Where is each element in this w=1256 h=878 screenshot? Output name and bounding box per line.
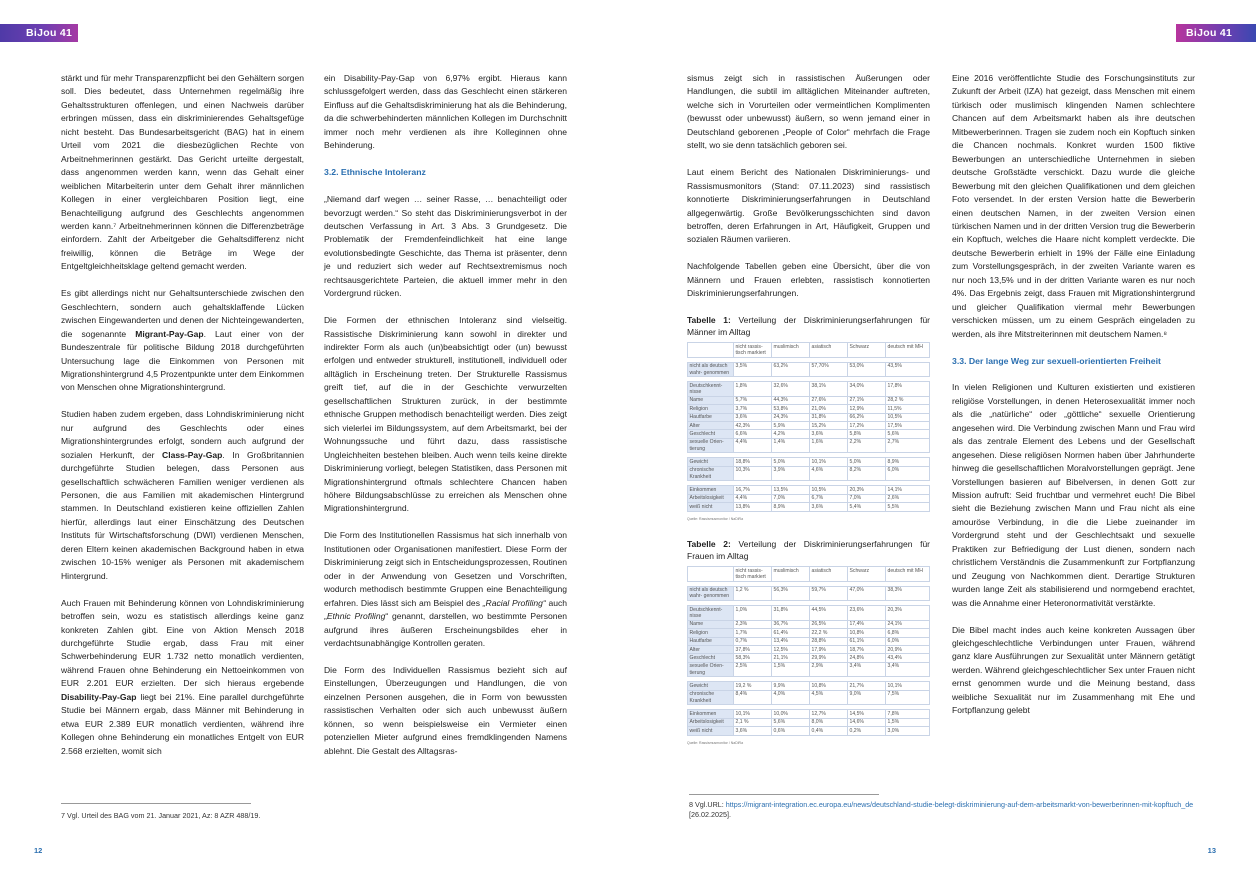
paragraph: Nachfolgende Tabellen geben eine Übersicht, über die von Männern und Frauen erlebten, rassistisch konnotierten Diskriminierungserfahrungen. — [687, 261, 930, 299]
table-cell: 10,0% — [772, 710, 810, 718]
table-row — [688, 586, 930, 601]
table-row-label: nicht als deutsch wahr- genommen — [688, 586, 734, 601]
table-header-cell: asiatisch — [810, 567, 848, 582]
table-row-label: Arbeitslosigkeit — [688, 494, 734, 502]
section-heading: 3.2. Ethnische Intoleranz — [324, 167, 426, 178]
table-row — [688, 654, 930, 662]
table-source: Quelle: Rassismusmonitor / NaDiRa — [687, 740, 744, 745]
table-cell: 38,1% — [810, 382, 848, 397]
table-cell: 17,9% — [810, 646, 848, 654]
table-cell: 17,8% — [886, 382, 930, 397]
paragraph: Die Form des Institutionellen Rassismus hat sich innerhalb von Institutionen oder Organisationen manifestiert. Diese Form der Diskriminierung zeigt sich in Entscheidungsprozessen, Routinen oder in der Anwendung von Gesetzen und Vorschriften, wodurch methodisch bestimmte Gruppen eine Benachteiligung erfahren. Dies lässt sich am Beispiel des „Racial Profiling“ auch „Ethnic Profiling“ genannt, darstellen, wo bestimmte Personen aufgrund ihres äußeren Erscheinungsbildes eher in verdachtsunabhängige Kontrollen geraten. — [324, 530, 567, 648]
table-row-label: Name — [688, 620, 734, 628]
table-cell: 10,5% — [810, 486, 848, 494]
table-cell: 15,2% — [810, 422, 848, 430]
table-cell: 4,5% — [810, 690, 848, 705]
table-cell: 21,0% — [810, 405, 848, 413]
table-row — [688, 503, 930, 511]
table-cell: 1,5% — [772, 662, 810, 677]
table-cell: 0,7% — [734, 637, 772, 645]
table-cell: 20,9% — [886, 646, 930, 654]
table-cell: 61,4% — [772, 629, 810, 637]
paragraph: Die Form des Individuellen Rassismus bezieht sich auf Einstellungen, Überzeugungen und Handlungen, die von einzelnen Personen ausgehen, die in Form von bewussten rassistischen Verhalten oder sich auch unbewusst äußern können, so wenn beispielsweise ein Vermieter einen potenziellen Mieter aufgrund eines fremdklingenden Namens ablehnt. Die Gestalt des Alltagsras- — [324, 664, 567, 756]
paragraph: In vielen Religionen und Kulturen existierten und existieren religiöse Vorstellungen, in denen Heterosexualität immer noch als die „natürliche“ oder „göttliche“ sexuelle Orientierung angesehen wird. Die Verbindung zwischen Mann und Frau wird als das zentrale Element des Lebens und der Gesellschaft angesehen. Diese religiösen Normen haben über Jahrhunderte hinweg die gesellschaftlichen Moralvorstellungen geprägt. Jene Vorstellungen basieren auf Bibelversen, in denen Gott zur Mission aufruft: Seid fruchtbar und vermehret euch! Die Bibel sieht die Beziehung zwischen Mann und Frau nicht als eine amouröse Verbindung, in die die Liebe zueinander im Vordergrund steht und der Geschlechtsakt und sexuelle Praktiken zur Befriedigung der Lust dienen, sondern nach christlichem Verständnis die Zusammenkunft zur Fortpflanzung und Zeugung von Nachkommen dient. Derartige Strukturen wurden lange Zeit als stabilisierend und normgebend erachtet, was die Annahme einer Heteronormativität verstärkte. — [952, 382, 1195, 608]
table-cell: 14,6% — [848, 718, 886, 726]
table-cell: 1,8% — [734, 382, 772, 397]
table-cell: 61,1% — [848, 637, 886, 645]
table-cell: 14,5% — [848, 710, 886, 718]
table-row-label: Religion — [688, 629, 734, 637]
table-cell: 3,6% — [734, 413, 772, 421]
table-cell: 1,7% — [734, 629, 772, 637]
table-cell: 2,2% — [848, 438, 886, 453]
table-cell: 63,2% — [772, 362, 810, 377]
table-cell: 28,2 % — [886, 396, 930, 404]
table-cell: 43,5% — [886, 362, 930, 377]
table-cell: 9,9% — [772, 682, 810, 690]
table-cell: 17,5% — [886, 422, 930, 430]
section-heading: 3.3. Der lange Weg zur sexuell-orientierten Freiheit — [952, 355, 1161, 366]
table-cell: 38,3% — [886, 586, 930, 601]
footnote-7: 7 Vgl. Urteil des BAG vom 21. Januar 2021, Az: 8 AZR 488/19. — [61, 811, 261, 820]
table-cell: 22,2 % — [810, 629, 848, 637]
table-cell: 6,0% — [886, 466, 930, 481]
table-cell: 17,4% — [848, 620, 886, 628]
table-cell: 2,1 % — [734, 718, 772, 726]
table-cell: 26,5% — [810, 620, 848, 628]
table-cell: 13,5% — [772, 486, 810, 494]
table-cell: 2,6% — [886, 494, 930, 502]
table-cell: 14,1% — [886, 486, 930, 494]
table-cell: 4,0% — [772, 690, 810, 705]
table-header-cell — [688, 567, 734, 582]
table-cell: 42,3% — [734, 422, 772, 430]
table-row — [688, 710, 930, 718]
text-column-4 — [952, 72, 1195, 718]
table-cell: 28,8% — [810, 637, 848, 645]
paragraph: stärkt und für mehr Transparenzpflicht bei den Gehältern sorgen soll. Dies bedeutet, dass Unternehmen regelmäßig ihre Gehaltsstrukturen offenlegen, und einen Nachweis darüber erbringen müssen, dass ein diskriminierendes Gehaltsgefüge nicht besteht. Das Bundesarbeitsgericht (BAG) hat in einem Urteil vom 2021 die diesbezüglichen Rechte von Arbeitnehmerinnen gestärkt. Das Gericht urteilte dergestalt, dass angenommen werden kann, wenn das Gehalt einer weiblichen Mitarbeiterin unter dem Gehalt ihrer männlichen Kollegen in einer vergleichbaren Position liegt, eine Benachteiligung aufgrund des Geschlechts angenommen werden kann.⁷ Arbeitnehmerinnen können die Differenzbeträge einfordern. Zahlt der Arbeitgeber die Gehaltsdifferenz nicht freiwillig, können die Beträge im Wege der Entgeltgleichheitsklage geltend gemacht werden. — [61, 73, 304, 272]
table-cell: 4,4% — [734, 494, 772, 502]
page-number-right: 13 — [1207, 846, 1216, 855]
table-cell: 2,3% — [734, 620, 772, 628]
table-row-label: Religion — [688, 405, 734, 413]
magazine-tag-left: BiJou 41 — [0, 24, 78, 42]
table-row-label: Einkommen — [688, 710, 734, 718]
table-row-label: Alter — [688, 646, 734, 654]
table-header-cell: muslimisch — [772, 567, 810, 582]
table-cell: 3,4% — [886, 662, 930, 677]
table-cell: 1,0% — [734, 606, 772, 621]
table-cell: 7,0% — [772, 494, 810, 502]
paragraph: Studien haben zudem ergeben, dass Lohndiskriminierung nicht nur aufgrund des Geschlechts oder eines Migrationshintergrundes erfolgt, sondern auch aufgrund der sozialen Herkunft, der Class-Pay-Gap. In Großbritannien durchgeführte Studien belegen, dass Personen aus gesellschaftlich schwächeren Familien weniger verdienen als Personen, die aus Familien mit akademischen Hintergrund stammen. In Deutschland existieren keine offiziellen Zahlen hierfür, allerdings laut einer Einschätzung des Deutschen Instituts für Wirtschaftsforschung (DWI) verdienen Menschen, deren Eltern keinen akademischen Background haben in etwa zwischen 10-15% weniger als Personen mit akademischem Hintergrund. — [61, 409, 304, 581]
table-cell: 13,4% — [772, 637, 810, 645]
table-header-cell: muslimisch — [772, 343, 810, 358]
table-cell: 1,2 % — [734, 586, 772, 601]
table-cell: 21,7% — [848, 682, 886, 690]
table-cell: 4,2% — [772, 430, 810, 438]
table-row-label: weiß nicht — [688, 727, 734, 735]
table-row — [688, 362, 930, 377]
table-cell: 27,1% — [848, 396, 886, 404]
table-cell: 5,6% — [772, 718, 810, 726]
table-cell: 5,0% — [848, 458, 886, 466]
table-cell: 24,3% — [772, 413, 810, 421]
table-cell: 0,2% — [848, 727, 886, 735]
table-cell: 66,2% — [848, 413, 886, 421]
table-cell: 18,7% — [848, 646, 886, 654]
paragraph: sismus zeigt sich in rassistischen Äußerungen oder Handlungen, die subtil im alltäglichen Miteinander auftreten, welche sich in Vorurteilen oder vermeintlichen Komplimenten (bewusst oder unbewusst) äußern, so wenn jemand einer in Deutschland geborenen „People of Color“ mehrfach die Frage stellt, wo sie denn tatsächlich geboren sei. — [687, 73, 930, 151]
footnote-rule — [689, 794, 879, 795]
table-cell: 24,8% — [848, 654, 886, 662]
table-row-label: chronische Krankheit — [688, 690, 734, 705]
table-row-label: Hautfarbe — [688, 637, 734, 645]
table-cell: 10,5% — [886, 413, 930, 421]
table-cell: 3,6% — [810, 503, 848, 511]
table-cell: 5,6% — [886, 430, 930, 438]
paragraph: Laut einem Bericht des Nationalen Diskriminierungs- und Rassismusmonitors (Stand: 07.11.2023) sind rassistisch konnotierte Diskriminierungserfahrungen in Deutschland allgegenwärtig. Große Bevölkerungsschichten sind davon betroffen, deren Erfahrungen in Art, Häufigkeit, Gruppen und sozialen Räumen variieren. — [687, 167, 930, 245]
table-cell: 3,6% — [810, 430, 848, 438]
table-cell: 44,5% — [810, 606, 848, 621]
table-cell: 47,0% — [848, 586, 886, 601]
table-row-label: Deutschkennt-nisse — [688, 606, 734, 621]
table-cell: 12,9% — [848, 405, 886, 413]
table-cell: 32,6% — [772, 382, 810, 397]
table-cell: 2,9% — [810, 662, 848, 677]
table-cell: 17,2% — [848, 422, 886, 430]
table-cell: 5,0% — [772, 458, 810, 466]
table-row-label: chronische Krankheit — [688, 466, 734, 481]
table-row-label: Name — [688, 396, 734, 404]
table-row — [688, 606, 930, 621]
table-cell: 57,70% — [810, 362, 848, 377]
paragraph: Die Bibel macht indes auch keine konkreten Aussagen über gleichgeschlechtliche Verbindungen unter Frauen, während ganz klare Ausführungen zur Sexualität unter Männern getätigt werden. Während gleichgeschlechtlicher Sex unter Frauen nicht ernst genommen wurde und die Meinung bestand, dass weibliche Sexualität nur im Zusammenhang mit Ehe und Fortpflanzung gelebt — [952, 624, 1195, 716]
table-row — [688, 396, 930, 404]
table-row — [688, 430, 930, 438]
table-cell: 3,5% — [734, 362, 772, 377]
table-cell: 12,5% — [772, 646, 810, 654]
table-women — [687, 566, 930, 735]
page-number-left: 12 — [34, 846, 43, 855]
table-row-label: Hautfarbe — [688, 413, 734, 421]
table-source: Quelle: Rassismusmonitor / NaDiRa — [687, 516, 744, 521]
table-row — [688, 620, 930, 628]
table-cell: 19,2 % — [734, 682, 772, 690]
table-row-label: Geschlecht — [688, 654, 734, 662]
table-row — [688, 629, 930, 637]
text-column-1 — [61, 72, 304, 758]
paragraph: Die Formen der ethnischen Intoleranz sind vielseitig. Rassistische Diskriminierung kann sowohl in direkter und indirekter Form als auch (un)beabsichtigt oder (un) bewusst erfolgen und entweder strukturell, institutionell, individuell oder alltäglich in Erscheinung treten. Der Strukturelle Rassismus greift tief, auf die in der Geschichte verwurzelten gesellschaftlichen Strukturen zurück, in der bestimmte ethnische Gruppen methodisch benachteiligt werden. Dies zeigt sich vielerlei im Bildungssystem, auf dem Arbeitsmarkt, bei der Wohnungssuche und führt dazu, dass rassistische Ungleichheiten bestehen bleiben. Auch wenn teils keine direkte Diskriminierung vorliegt, belegen Statistiken, dass Personen mit Migrationshintergrund oftmals schlechtere Chancen haben höhere Bildungsabschlüsse zu erreichen als Menschen ohne Migrationshintergrund. — [324, 315, 567, 514]
table-row — [688, 690, 930, 705]
text-column-3 — [687, 72, 930, 750]
table-row — [688, 466, 930, 481]
table-cell: 20,3% — [886, 606, 930, 621]
table-cell: 5,5% — [886, 503, 930, 511]
table-row-label: Alter — [688, 422, 734, 430]
table-row — [688, 727, 930, 735]
table-header-cell: deutsch mit MH — [886, 567, 930, 582]
table-row — [688, 682, 930, 690]
table-cell: 2,7% — [886, 438, 930, 453]
table-cell: 56,3% — [772, 586, 810, 601]
table-cell: 3,7% — [734, 405, 772, 413]
table-header-cell: nicht rassis-tisch markiert — [734, 567, 772, 582]
table-cell: 1,5% — [886, 718, 930, 726]
table-cell: 27,6% — [810, 396, 848, 404]
paragraph: Auch Frauen mit Behinderung können von Lohndiskriminierung betroffen sein, wozu es statistisch allerdings keine ganz konkreten Zahlen gibt. Eine von Aktion Mensch 2018 durchgeführte Studie ergab, dass Frau mit einer Schwerbehinderung EUR 1.732 netto monatlich verdienten, während Frauen ohne Behinderung ein Nettoeinkommen von EUR 2.201 EUR erzielten. Der sich hieraus ergebende Disability-Pay-Gap liegt bei 21%. Eine parallel durchgeführte Studie bei Männern ergab, dass Männer mit Behinderung in etwa EUR 2.389 EUR monatlich verdienten, während ihre Kollegen ohne Behinderung ein monatliches Entgelt von EUR 2.568 erzielten, womit sich — [61, 597, 304, 756]
table-cell: 4,4% — [734, 438, 772, 453]
paragraph: „Niemand darf wegen … seiner Rasse, … benachteiligt oder bevorzugt werden.“ So steht das Diskriminierungsverbot in der deutschen Verfassung in Art. 3 Abs. 3 Grundgesetz. Die Problematik der Fremdenfeindlichkeit hat eine lange evolutionsbedingte Geschichte, das Thema ist präsenter, denn je und reduziert sich weder auf Rechtsextremismus noch rechtsausgerichtete Parteien, die aktuell immer mehr in den Vordergrund rücken. — [324, 194, 567, 299]
table-cell: 24,1% — [886, 620, 930, 628]
table-cell: 8,4% — [734, 690, 772, 705]
table-header-cell — [688, 343, 734, 358]
table-row — [688, 422, 930, 430]
table-cell: 5,7% — [734, 396, 772, 404]
table-cell: 59,7% — [810, 586, 848, 601]
table-row — [688, 637, 930, 645]
table-cell: 8,9% — [772, 503, 810, 511]
table-cell: 1,6% — [810, 438, 848, 453]
paragraph: Es gibt allerdings nicht nur Gehaltsunterschiede zwischen den Geschlechtern, sondern auch gehaltsklaffende Lücken zwischen Eingewanderten und denen der Nichteingewanderten, die sogenannte Migrant-Pay-Gap. Laut einer von der Bundeszentrale für politische Bildung 2018 durchgeführten Untersuchung lage die Einkommen von Personen mit Migrationshintergrund 4,5 Prozentpunkte unter dem Einkommen von Menschen ohne Migrationshintergrund. — [61, 288, 304, 393]
table-row-label: Arbeitslosigkeit — [688, 718, 734, 726]
table-row-label: Einkommen — [688, 486, 734, 494]
table-cell: 7,8% — [886, 710, 930, 718]
table-cell: 16,7% — [734, 486, 772, 494]
table-header-cell: asiatisch — [810, 343, 848, 358]
table-cell: 10,1% — [886, 682, 930, 690]
table-cell: 10,3% — [734, 466, 772, 481]
table-row-label: nicht als deutsch wahr- genommen — [688, 362, 734, 377]
table-cell: 43,4% — [886, 654, 930, 662]
table-cell: 5,9% — [772, 422, 810, 430]
paragraph: ein Disability-Pay-Gap von 6,97% ergibt. Hieraus kann schlussgefolgert werden, dass das Geschlecht einen stärkeren Einfluss auf die Gehaltsdiskriminierung hat als die Behinderung, da die schwerbehinderten männlichen Kollegen im Durchschnitt immer noch mehr verdienen als ihre Kolleginnen ohne Behinderung. — [324, 73, 567, 151]
table-cell: 5,8% — [848, 430, 886, 438]
table-cell: 34,0% — [848, 382, 886, 397]
table-cell: 10,8% — [848, 629, 886, 637]
text-column-2 — [324, 72, 567, 758]
table-header-cell: Schwarz — [848, 343, 886, 358]
table-cell: 6,0% — [886, 637, 930, 645]
table-cell: 6,7% — [810, 494, 848, 502]
table-cell: 5,4% — [848, 503, 886, 511]
table-row — [688, 486, 930, 494]
table-2-caption: Tabelle 2: Verteilung der Diskriminierungserfahrungen für Frauen im Alltag — [687, 539, 930, 562]
table-cell: 10,8% — [810, 682, 848, 690]
table-cell: 10,1% — [734, 710, 772, 718]
table-cell: 6,8% — [886, 629, 930, 637]
table-header-cell: nicht rassis-tisch markiert — [734, 343, 772, 358]
table-cell: 11,5% — [886, 405, 930, 413]
table-cell: 1,4% — [772, 438, 810, 453]
table-header-cell: Schwarz — [848, 567, 886, 582]
table-cell: 29,9% — [810, 654, 848, 662]
table-cell: 0,6% — [772, 727, 810, 735]
table-row-label: Geschlecht — [688, 430, 734, 438]
table-cell: 3,9% — [772, 466, 810, 481]
table-cell: 53,0% — [848, 362, 886, 377]
table-row-label: Gewicht — [688, 458, 734, 466]
magazine-tag-right: BiJou 41 — [1176, 24, 1256, 42]
table-row-label: sexuelle Orien-tierung — [688, 662, 734, 677]
table-cell: 7,0% — [848, 494, 886, 502]
table-row — [688, 718, 930, 726]
table-cell: 18,8% — [734, 458, 772, 466]
table-cell: 6,6% — [734, 430, 772, 438]
table-cell: 0,4% — [810, 727, 848, 735]
table-cell: 2,5% — [734, 662, 772, 677]
footnote-rule — [61, 803, 251, 804]
table-cell: 21,1% — [772, 654, 810, 662]
table-cell: 8,9% — [886, 458, 930, 466]
table-cell: 36,7% — [772, 620, 810, 628]
table-men — [687, 342, 930, 511]
table-cell: 58,3% — [734, 654, 772, 662]
table-row-label: Deutschkennt-nisse — [688, 382, 734, 397]
table-header-row — [688, 567, 930, 582]
table-row — [688, 438, 930, 453]
table-cell: 53,8% — [772, 405, 810, 413]
table-row — [688, 382, 930, 397]
table-cell: 37,8% — [734, 646, 772, 654]
table-row — [688, 646, 930, 654]
table-row — [688, 405, 930, 413]
table-header-row — [688, 343, 930, 358]
table-cell: 9,0% — [848, 690, 886, 705]
table-cell: 8,0% — [810, 718, 848, 726]
footnote-8: 8 Vgl.URL: https://migrant-integration.ec.europa.eu/news/deutschland-studie-belegt-diskriminierung-auf-dem-arbeitsmarkt-von-bewerberinnen-mit-kopftuch_de [26.02.2025]. — [689, 800, 1194, 819]
table-cell: 44,3% — [772, 396, 810, 404]
table-cell: 8,2% — [848, 466, 886, 481]
table-cell: 3,6% — [734, 727, 772, 735]
table-cell: 7,5% — [886, 690, 930, 705]
table-cell: 3,4% — [848, 662, 886, 677]
table-cell: 4,6% — [810, 466, 848, 481]
table-cell: 10,1% — [810, 458, 848, 466]
footnote-link[interactable]: https://migrant-integration.ec.europa.eu/news/deutschland-studie-belegt-diskriminierung-auf-dem-arbeitsmarkt-von-bewerberinnen-mit-kopftuch_de — [725, 800, 1194, 809]
paragraph: Eine 2016 veröffentlichte Studie des Forschungsinstituts zur Zukunft der Arbeit (IZA) hat gezeigt, dass Menschen mit einem türkisch oder muslimisch klingenden Namen schlechtere Chancen auf dem Arbeitsmarkt haben als ihre deutschen Mitbewerberinnen. Tragen sie zudem noch ein Kopftuch sinken die Chancen nochmals. Konkret wurden 1500 fiktive Bewerbungen an unterschiedliche Unternehmen in sieben deutsche Großstädte verschickt. Dazu wurde die gleiche Bewerbung mit den gleichen Qualifikationen und dem gleichen Foto versendet. In der ersten Version hatte die Bewerberin einen deutschen Namen, in der zweiten Version einen türkischen Namen und in der dritten Version trug die Bewerberin ein Kopftuch, welches die Haare nicht komplett verdeckte. Die deutsche Bewerberin erhielt in 19% der Fälle eine Einladung zum Vorstellungsgespräch, in der zweiten Variante waren es nur noch 13,5% und in der dritten Variante waren es nur noch 4%. Das Ergebnis zeigt, dass Frauen mit Migrationshintergrund und gleicher Qualifikation viermal mehr Bewerbungen verschicken müssen, um zu einem Gespräch eingeladen zu werden, als ihre Mitstreiterinnen mit deutschem Namen.⁸ — [952, 73, 1195, 339]
table-cell: 12,7% — [810, 710, 848, 718]
table-cell: 20,3% — [848, 486, 886, 494]
table-cell: 3,0% — [886, 727, 930, 735]
table-cell: 23,6% — [848, 606, 886, 621]
table-header-cell: deutsch mit MH — [886, 343, 930, 358]
table-row-label: sexuelle Orien-tierung — [688, 438, 734, 453]
table-row — [688, 458, 930, 466]
table-row — [688, 662, 930, 677]
table-cell: 13,8% — [734, 503, 772, 511]
table-row — [688, 494, 930, 502]
table-row-label: Gewicht — [688, 682, 734, 690]
table-row — [688, 413, 930, 421]
table-cell: 31,8% — [772, 606, 810, 621]
table-row-label: weiß nicht — [688, 503, 734, 511]
table-cell: 31,8% — [810, 413, 848, 421]
table-1-caption: Tabelle 1: Verteilung der Diskriminierungserfahrungen für Männer im Alltag — [687, 315, 930, 338]
